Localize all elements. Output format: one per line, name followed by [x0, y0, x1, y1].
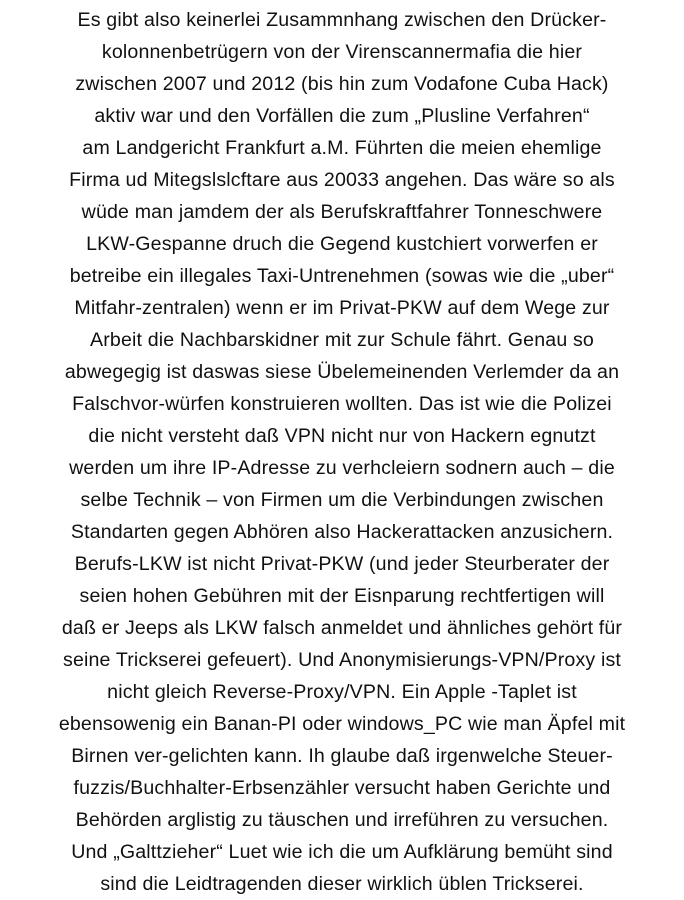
- paragraph: [0, 4, 684, 900]
- text-line: fuzzis/Buchhalter-Erbsenzähler versucht haben Gerichte und: [73, 777, 611, 799]
- text-line: Berufs-LKW ist nicht Privat-PKW (und jeder Steurberater der: [74, 553, 610, 575]
- text-line: selbe Technik – von Firmen um die Verbindungen zwischen: [80, 489, 604, 511]
- text-line: Und „Galttzieher“ Luet wie ich die um Aufklärung bemüht sind: [71, 841, 613, 863]
- text-line: wüde man jamdem der als Berufskraftfahrer Tonneschwere: [81, 201, 603, 223]
- text-line: ebensowenig ein Banan-PI oder windows_PC wie man Äpfel mit: [58, 713, 626, 735]
- text-line: werden um ihre IP-Adresse zu verhcleiern sodnern auch – die: [69, 457, 615, 479]
- text-line: LKW-Gespanne druch die Gegend kustchiert vorwerfen er: [86, 233, 598, 255]
- text-line: seien hohen Gebühren mit der Eisnparung rechtfertigen will: [79, 585, 605, 607]
- text-line: die nicht versteht daß VPN nicht nur von Hackern egnutzt: [88, 425, 596, 447]
- text-line: Standarten gegen Abhören also Hackerattacken anzusichern.: [70, 521, 614, 543]
- text-line: abwegegig ist daswas siese Übelemeinenden Verlemder da an: [64, 361, 620, 383]
- text-line: sind die Leidtragenden dieser wirklich üblen Trickserei.: [100, 873, 584, 895]
- text-line: Birnen ver-gelichten kann. Ih glaube daß irgenwelche Steuer-: [71, 745, 613, 767]
- text-line: Arbeit die Nachbarskidner mit zur Schule fährt. Genau so: [90, 329, 594, 351]
- text-line: seine Trickserei gefeuert). Und Anonymisierungs-VPN/Proxy ist: [63, 649, 621, 671]
- text-line: nicht gleich Reverse-Proxy/VPN. Ein Apple -Taplet ist: [107, 681, 577, 703]
- text-line: Es gibt also keinerlei Zusammnhang zwischen den Drücker-: [77, 9, 607, 31]
- text-line: Behörden arglistig zu täuschen und irreführen zu versuchen.: [75, 809, 609, 831]
- text-line: kolonnenbetrügern von der Virenscannermafia die hier: [101, 41, 583, 63]
- text-line: zwischen 2007 und 2012 (bis hin zum Vodafone Cuba Hack): [75, 73, 609, 95]
- text-line: betreibe ein illegales Taxi-Untrenehmen (sowas wie die „uber“: [69, 265, 615, 287]
- text-line: daß er Jeeps als LKW falsch anmeldet und ähnliches gehört für: [61, 617, 623, 639]
- text-line: Falschvor-würfen konstruieren wollten. Das ist wie die Polizei: [72, 393, 612, 415]
- text-line: Firma ud Mitegslslcftare aus 20033 angehen. Das wäre so als: [69, 169, 615, 191]
- text-line: aktiv war und den Vorfällen die zum „Plusline Verfahren“: [94, 105, 590, 127]
- text-line: Mitfahr-zentralen) wenn er im Privat-PKW auf dem Wege zur: [74, 297, 610, 319]
- text-line: am Landgericht Frankfurt a.M. Führten die meien ehemlige: [82, 137, 602, 159]
